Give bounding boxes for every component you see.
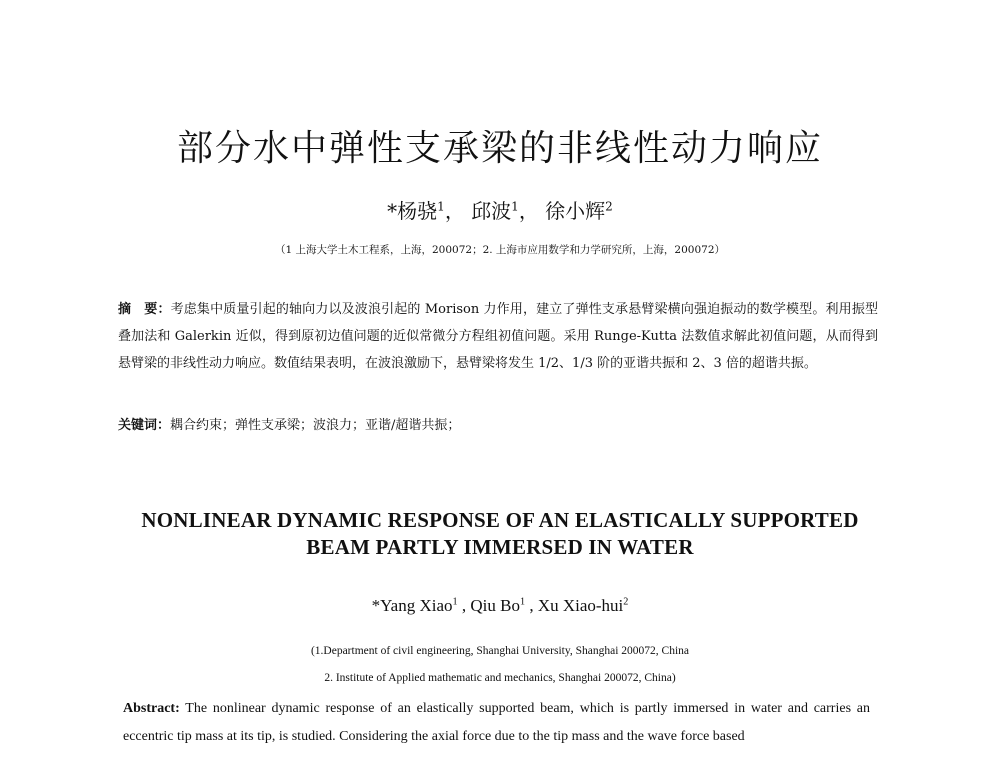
english-author-2: Qiu Bo$^1$ , — [470, 596, 538, 615]
english-abstract — [123, 695, 870, 751]
chinese-keywords-text: 耦合约束；弹性支承梁；波浪力；亚谐/超谐共振； — [170, 418, 461, 433]
english-abstract-label: Abstract: — [123, 701, 180, 716]
chinese-title: 部分水中弹性支承梁的非线性动力响应 — [176, 128, 823, 169]
english-author-1: *Yang Xiao$^1$ , — [371, 596, 471, 615]
chinese-abstract — [118, 296, 878, 377]
english-affiliation-2: 2. Institute of Applied mathematic and mechanics, Shanghai 200072, China) — [324, 672, 676, 684]
author-3: 徐小辉$^2$ — [545, 199, 613, 223]
chinese-authors — [0, 195, 1000, 224]
chinese-abstract-label: 摘 要： — [118, 302, 171, 317]
chinese-keywords-label: 关键词： — [118, 418, 171, 433]
chinese-keywords — [118, 414, 878, 433]
english-title-line-1: NONLINEAR DYNAMIC RESPONSE OF AN ELASTICALLY SUPPORTED — [141, 508, 859, 532]
chinese-affiliation: （1 上海大学土木工程系，上海，200072；2. 上海市应用数学和力学研究所，上海，200072） — [274, 244, 726, 256]
english-affiliation-1: (1.Department of civil engineering, Shanghai University, Shanghai 200072, China — [310, 645, 690, 657]
english-authors — [0, 596, 1000, 616]
author-2: 邱波$^1$， — [471, 199, 539, 223]
english-title-line-2: BEAM PARTLY IMMERSED IN WATER — [306, 535, 694, 559]
chinese-abstract-text: 考虑集中质量引起的轴向力以及波浪引起的 Morison 力作用，建立了弹性支承悬臂梁横向强迫振动的数学模型。利用振型叠加法和 Galerkin 近似，得到原初边值问题的近似常微分方程组初值问题。采用 Runge-Kutta 法数值求解此初值问题，从而得到悬臂梁的非线性动力响应。数值结果表明，在波浪激励下，悬臂梁将发生 1/2、1/3 阶的亚谐共振和 2、3 倍的超谐共振。 — [118, 302, 878, 371]
english-abstract-text: The nonlinear dynamic response of an elastically supported beam, which is partly immersed in water and carries an eccentric tip mass at its tip, is studied. Considering the axial force due to the tip mass and the wave force based — [123, 701, 870, 744]
english-author-3: Xu Xiao-hui$^2$ — [537, 596, 629, 615]
author-1: *杨骁$^1$， — [387, 199, 465, 223]
english-title — [60, 507, 940, 561]
